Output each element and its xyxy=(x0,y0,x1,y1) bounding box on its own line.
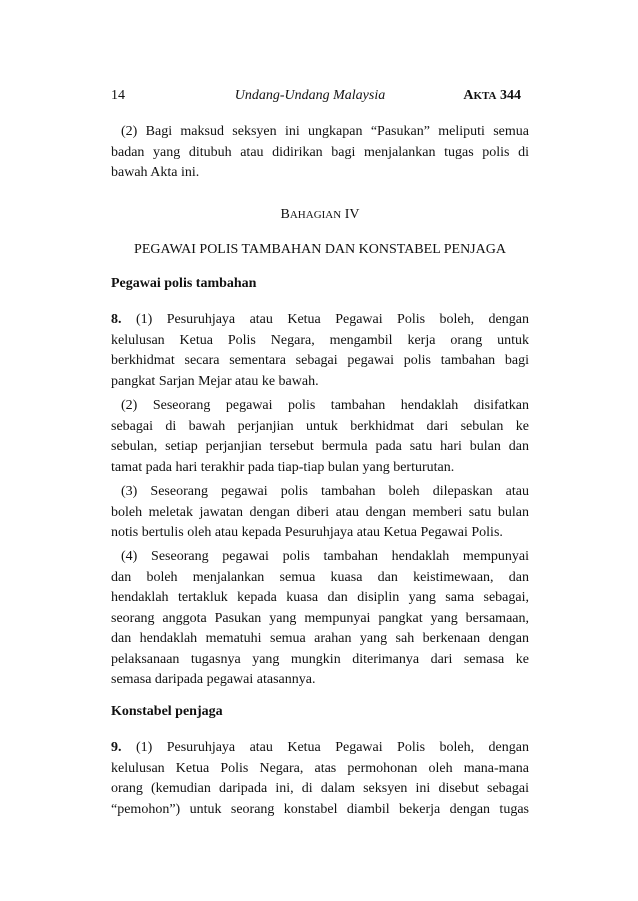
section-8-subsection-1: 8. (1) Pesuruhjaya atau Ketua Pegawai Polis boleh, dengan kelulusan Ketua Polis Negara, mengambil kerja orang untuk berkhidmat secara sementara sebagai pegawai polis tambahan bagi pangkat Sarjan Mejar atau ke bawah. xyxy=(111,312,529,389)
section-8-subsection-4: (4) Seseorang pegawai polis tambahan hendaklah mempunyai dan boleh menjalankan semua kuasa dan keistimewaan, dan hendaklah tertakluk kepada kuasa dan disiplin yang sama sebagai, seorang anggota Pasukan yang mempunyai pangkat yang bersamaan, dan hendaklah mematuhi semua arahan yang sah berkenaan dengan pelaksanaan tugasnya yang mungkin diterimanya dari semasa ke semasa daripada pegawai atasannya. xyxy=(111,549,529,687)
section-8-heading: Pegawai polis tambahan xyxy=(111,276,257,291)
section-8-subsection-3: (3) Seseorang pegawai polis tambahan boleh dilepaskan atau boleh meletak jawatan dengan diberi atau dengan memberi satu bulan notis bertulis oleh atau kepada Pesuruhjaya atau Ketua Pegawai Polis. xyxy=(111,484,529,540)
section-9-heading: Konstabel penjaga xyxy=(111,704,223,719)
header-akta: AKTA 344 xyxy=(463,88,521,103)
section-8-number: 8. xyxy=(111,312,122,327)
section-9-number: 9. xyxy=(111,740,122,755)
part-label: BAHAGIAN IV xyxy=(280,207,360,222)
header-title: Undang-Undang Malaysia xyxy=(234,88,386,103)
section-8-subsection-2: (2) Seseorang pegawai polis tambahan hendaklah disifatkan sebagai di bawah perjanjian untuk berkhidmat dari sebulan ke sebulan, setiap perjanjian tersebut bermula pada satu hari bulan dan tamat pada hari terakhir pada tiap-tiap bulan yang berturutan. xyxy=(111,398,529,475)
paragraph-subsection-2: (2) Bagi maksud seksyen ini ungkapan “Pasukan” meliputi semua badan yang ditubuh atau didirikan bagi menjalankan tugas polis di bawah Akta ini. xyxy=(111,124,529,180)
section-9-subsection-1: 9. (1) Pesuruhjaya atau Ketua Pegawai Polis boleh, dengan kelulusan Ketua Polis Negara, atas permohonan oleh mana-mana orang (kemudian daripada ini, di dalam seksyen ini disebut sebagai “pemohon”) untuk seorang konstabel diambil bekerja dengan tugas xyxy=(111,740,529,817)
part-title: PEGAWAI POLIS TAMBAHAN DAN KONSTABEL PENJAGA xyxy=(134,242,506,257)
running-header xyxy=(111,88,529,108)
page-number: 14 xyxy=(111,88,125,103)
